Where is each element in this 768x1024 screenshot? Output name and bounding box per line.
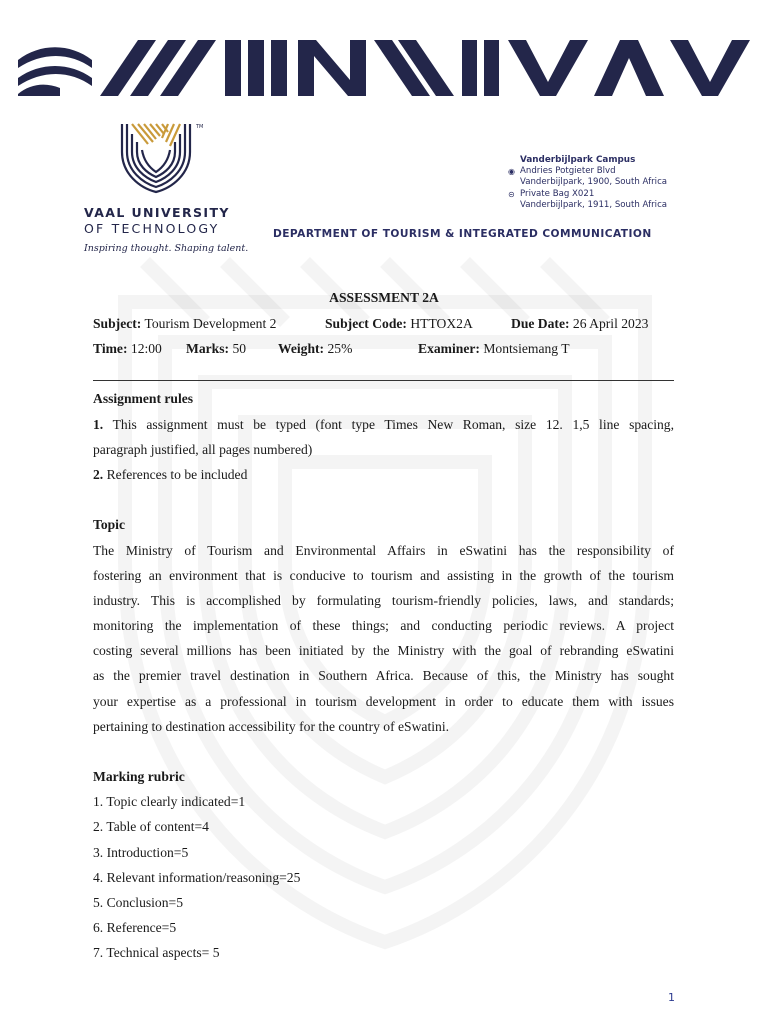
rubric-item: 4. Relevant information/reasoning=25 bbox=[93, 870, 301, 885]
time-value: 12:00 bbox=[130, 341, 162, 356]
topic-line: industry. This is accomplished by formulating tourism-friendly policies, laws, and standards; bbox=[93, 593, 674, 609]
topic-line: costing several millions has been initiated by the Ministry with the goal of rebranding eSwatini bbox=[93, 643, 674, 659]
due-date-label: Due Date: bbox=[511, 316, 570, 331]
rubric-item: 5. Conclusion=5 bbox=[93, 895, 183, 910]
weight-line bbox=[278, 341, 352, 357]
weight-label: Weight: bbox=[278, 341, 325, 356]
rule-2 bbox=[93, 467, 247, 483]
marks-line bbox=[186, 341, 246, 357]
department-name: DEPARTMENT OF TOURISM & INTEGRATED COMMUNICATION bbox=[273, 228, 652, 240]
time-label: Time: bbox=[93, 341, 128, 356]
subject-line bbox=[93, 316, 276, 332]
mail-icon: ⊝ bbox=[508, 189, 515, 199]
subject-code-value: HTTOX2A bbox=[410, 316, 473, 331]
campus-address-block bbox=[508, 155, 667, 211]
topic-line: as the premier travel destination in Southern Africa. Because of this, the Ministry has sought bbox=[93, 668, 674, 684]
rubric-item: 2. Table of content=4 bbox=[93, 819, 209, 834]
page-number: 1 bbox=[668, 991, 675, 1004]
street-address bbox=[508, 166, 667, 188]
subject-label: Subject: bbox=[93, 316, 142, 331]
examiner-value: Montsiemang T bbox=[483, 341, 570, 356]
postal-address bbox=[508, 189, 667, 211]
topic-heading: Topic bbox=[93, 517, 125, 532]
rule-1 bbox=[93, 412, 674, 462]
rubric-item: 1. Topic clearly indicated=1 bbox=[93, 794, 246, 809]
due-date-line bbox=[511, 316, 648, 332]
topic-line: The Ministry of Tourism and Environmental Affairs in eSwatini has the responsibility of bbox=[93, 543, 674, 558]
section-divider bbox=[93, 380, 674, 381]
rules-heading: Assignment rules bbox=[93, 391, 194, 406]
assessment-title: ASSESSMENT 2A bbox=[329, 290, 439, 305]
rule-1-line1: This assignment must be typed (font type Times New Roman, size 12. 1,5 line spacing, bbox=[112, 417, 674, 432]
examiner-label: Examiner: bbox=[418, 341, 480, 356]
campus-title: Vanderbijlpark Campus bbox=[520, 155, 636, 165]
university-name-line2: OF TECHNOLOGY bbox=[84, 221, 220, 236]
rule-2-number: 2. bbox=[93, 467, 104, 482]
topic-line: your expertise as a professional in tourism development in order to educate them with issues bbox=[93, 693, 674, 709]
rule-1-number: 1. bbox=[93, 417, 104, 432]
university-shield-logo bbox=[118, 122, 204, 194]
university-name-line1: VAAL UNIVERSITY bbox=[84, 205, 230, 220]
brand-banner bbox=[0, 38, 768, 98]
rubric-item: 6. Reference=5 bbox=[93, 920, 177, 935]
marks-label: Marks: bbox=[186, 341, 230, 356]
topic-line: fostering an environment that is conducive to tourism and assisting in the growth of the tourism bbox=[93, 568, 674, 584]
location-pin-icon: ◉ bbox=[508, 167, 515, 177]
rubric-item: 7. Technical aspects= 5 bbox=[93, 945, 220, 960]
rubric-item: 3. Introduction=5 bbox=[93, 845, 189, 860]
due-date-value: 26 April 2023 bbox=[572, 316, 649, 331]
subject-value: Tourism Development 2 bbox=[144, 316, 277, 331]
topic-line: monitoring the implementation of these things; and conducting periodic reviews. A project bbox=[93, 618, 674, 634]
time-line bbox=[93, 341, 162, 357]
rule-1-line2: paragraph justified, all pages numbered) bbox=[93, 442, 313, 458]
topic-line: pertaining to destination accessibility for the country of eSwatini. bbox=[93, 718, 449, 734]
trademark-mark: TM bbox=[196, 124, 204, 130]
street-line2: Vanderbijlpark, 1900, South Africa bbox=[520, 177, 668, 188]
subject-code-label: Subject Code: bbox=[325, 316, 407, 331]
rubric-heading: Marking rubric bbox=[93, 769, 185, 784]
university-tagline: Inspiring thought. Shaping talent. bbox=[84, 243, 249, 254]
subject-code-line bbox=[325, 316, 473, 332]
postal-line1: Private Bag X021 bbox=[520, 188, 595, 199]
street-line1: Andries Potgieter Blvd bbox=[520, 166, 616, 177]
topic-paragraph bbox=[93, 538, 674, 739]
examiner-line bbox=[418, 341, 570, 357]
marks-value: 50 bbox=[232, 341, 247, 356]
weight-value: 25% bbox=[327, 341, 353, 356]
rule-2-text: References to be included bbox=[106, 467, 248, 482]
postal-line2: Vanderbijlpark, 1911, South Africa bbox=[520, 199, 668, 210]
